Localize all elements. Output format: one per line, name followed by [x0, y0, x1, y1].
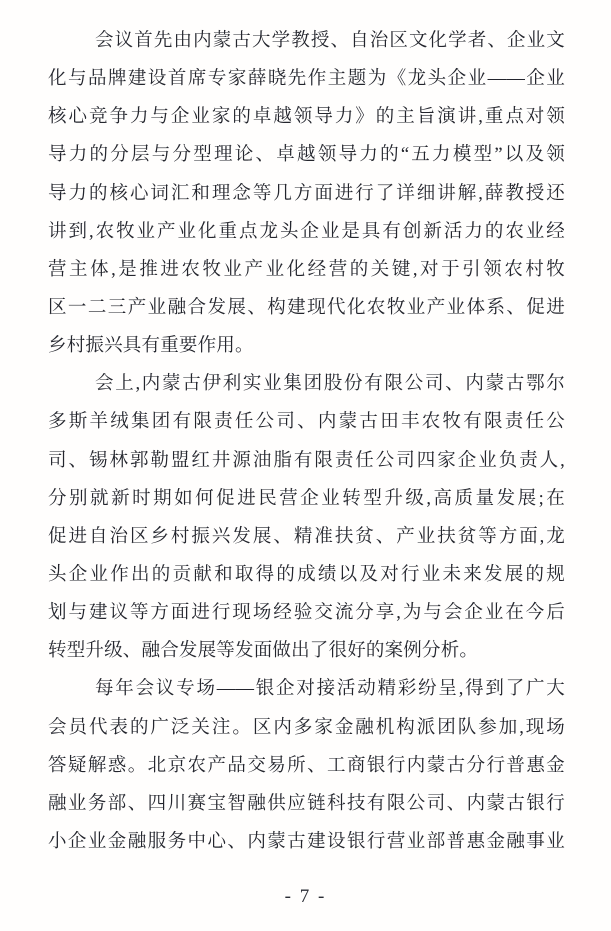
para2-line1: 会上,内蒙古伊利实业集团股份有限公司、内蒙古鄂尔 [95, 374, 565, 395]
para1-line2: 化与品牌建设首席专家薛晓先作主题为《龙头企业——企业 [48, 69, 565, 90]
para2-line4: 分别就新时期如何促进民营企业转型升级,高质量发展;在 [48, 488, 565, 509]
page-number: - 7 - [284, 886, 327, 907]
para2-line8: 转型升级、融合发展等发面做出了很好的案例分析。 [48, 641, 479, 662]
para3-line3: 答疑解惑。北京农产品交易所、工商银行内蒙古分行普惠金 [48, 755, 565, 776]
para3-line4: 融业务部、四川赛宝智融供应链科技有限公司、内蒙古银行 [48, 793, 565, 814]
para2-line3: 司、锡林郭勒盟红井源油脂有限责任公司四家企业负责人, [48, 450, 565, 471]
para2-line7: 划与建议等方面进行现场经验交流分享,为与会企业在今后 [48, 603, 565, 624]
para1-line6: 讲到,农牧业产业化重点龙头企业是具有创新活力的农业经 [48, 221, 565, 242]
text-block [48, 22, 565, 861]
para1-line3: 核心竞争力与企业家的卓越领导力》的主旨演讲,重点对领 [48, 107, 565, 128]
para3-line5: 小企业金融服务中心、内蒙古建设银行营业部普惠金融事业 [48, 831, 565, 852]
para1-line9: 乡村振兴具有重要作用。 [48, 336, 254, 357]
para2-line5: 促进自治区乡村振兴发展、精准扶贫、产业扶贫等方面,龙 [48, 526, 565, 547]
para1-line4: 导力的分层与分型理论、卓越领导力的“五力模型”以及领 [48, 145, 565, 166]
para1-line8: 区一二三产业融合发展、构建现代化农牧业产业体系、促进 [48, 297, 565, 318]
para1-line5: 导力的核心词汇和理念等几方面进行了详细讲解,薛教授还 [48, 183, 565, 204]
para2-line2: 多斯羊绒集团有限责任公司、内蒙古田丰农牧有限责任公 [48, 412, 565, 433]
para2-line6: 头企业作出的贡献和取得的成绩以及对行业未来发展的规 [48, 564, 565, 585]
para1-line7: 营主体,是推进农牧业产业化经营的关键,对于引领农村牧 [48, 259, 565, 280]
para3-line1: 每年会议专场——银企对接活动精彩纷呈,得到了广大 [95, 679, 565, 700]
para3-line2: 会员代表的广泛关注。区内多家金融机构派团队参加,现场 [48, 717, 565, 738]
para1-line1: 会议首先由内蒙古大学教授、自治区文化学者、企业文 [95, 31, 565, 51]
